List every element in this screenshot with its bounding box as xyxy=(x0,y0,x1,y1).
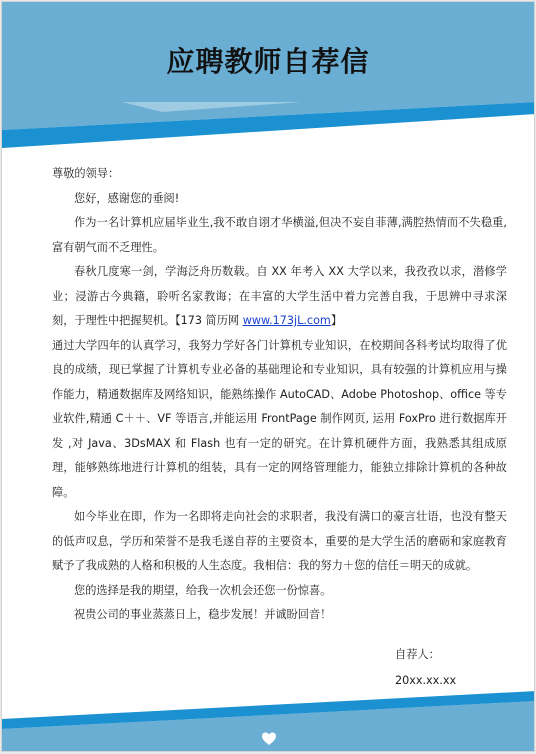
paragraph-study xyxy=(52,260,507,334)
paragraph-skills: 通过大学四年的认真学习，我努力学好各门计算机专业知识，在校期间各科考试均取得了优良的成绩，现已掌握了计算机专业必备的基础理论和专业知识，具有较强的计算机应用与操作能力，精通数据库及网络知识，能熟练操作 AutoCAD、Adobe Photoshop、office 等专业软件,精通 C＋＋、VF 等语言,并能运用 FrontPage 制作网页, 运用 FoxPro 进行数据库开发 ,对 Java、3DsMAX 和 Flash 也有一定的研究。在计算机硬件方面，我熟悉其组成原理，能够熟练地进行计算机的组装，具有一定的网络管理能力，能独立排除计算机的各种故障。 xyxy=(52,338,507,499)
letter-body xyxy=(52,162,507,628)
paragraph-choice: 您的选择是我的期望，给我一次机会还您一份惊喜。 xyxy=(74,583,332,597)
paragraph-intro: 作为一名计算机应届毕业生,我不敢自诩才华横溢,但决不妄自菲薄,满腔热情而不失稳重,富有朝气而不乏理性。 xyxy=(52,216,507,254)
document-page xyxy=(1,1,535,752)
greeting: 您好，感谢您的垂阅! xyxy=(74,191,180,205)
signature-date: 20xx.xx.xx xyxy=(395,674,457,687)
salutation: 尊敬的领导： xyxy=(52,167,120,180)
paragraph-study-end: 】 xyxy=(330,314,343,327)
paragraph-graduation: 如今毕业在即，作为一名即将走向社会的求职者，我没有满口的豪言壮语，也没有整天的低声叹息，学历和荣誉不是我毛遂自荐的主要资本，重要的是大学生活的磨砺和家庭教育赋予了我成熟的人格和积极的人生态度。我相信：我的努力＋您的信任＝明天的成就。 xyxy=(52,510,507,572)
website-link[interactable]: www.173jL.com xyxy=(242,314,331,327)
heart-icon xyxy=(261,731,277,747)
paragraph-wishes: 祝贵公司的事业蒸蒸日上，稳步发展！并诚盼回音！ xyxy=(74,608,332,621)
paragraph-study-text: 春秋几度寒一剑，学海泛舟历数载。自 XX 年考入 XX 大学以来，我孜孜以求，潜修学业；浸游古今典籍，聆听名家教诲；在丰富的大学生活中着力完善自我，于思辨中寻求深刻，于理性中把握契机。【173 简历网 xyxy=(52,265,507,327)
signature-label: 自荐人： xyxy=(395,648,440,661)
document-title: 应聘教师自荐信 xyxy=(166,45,370,78)
